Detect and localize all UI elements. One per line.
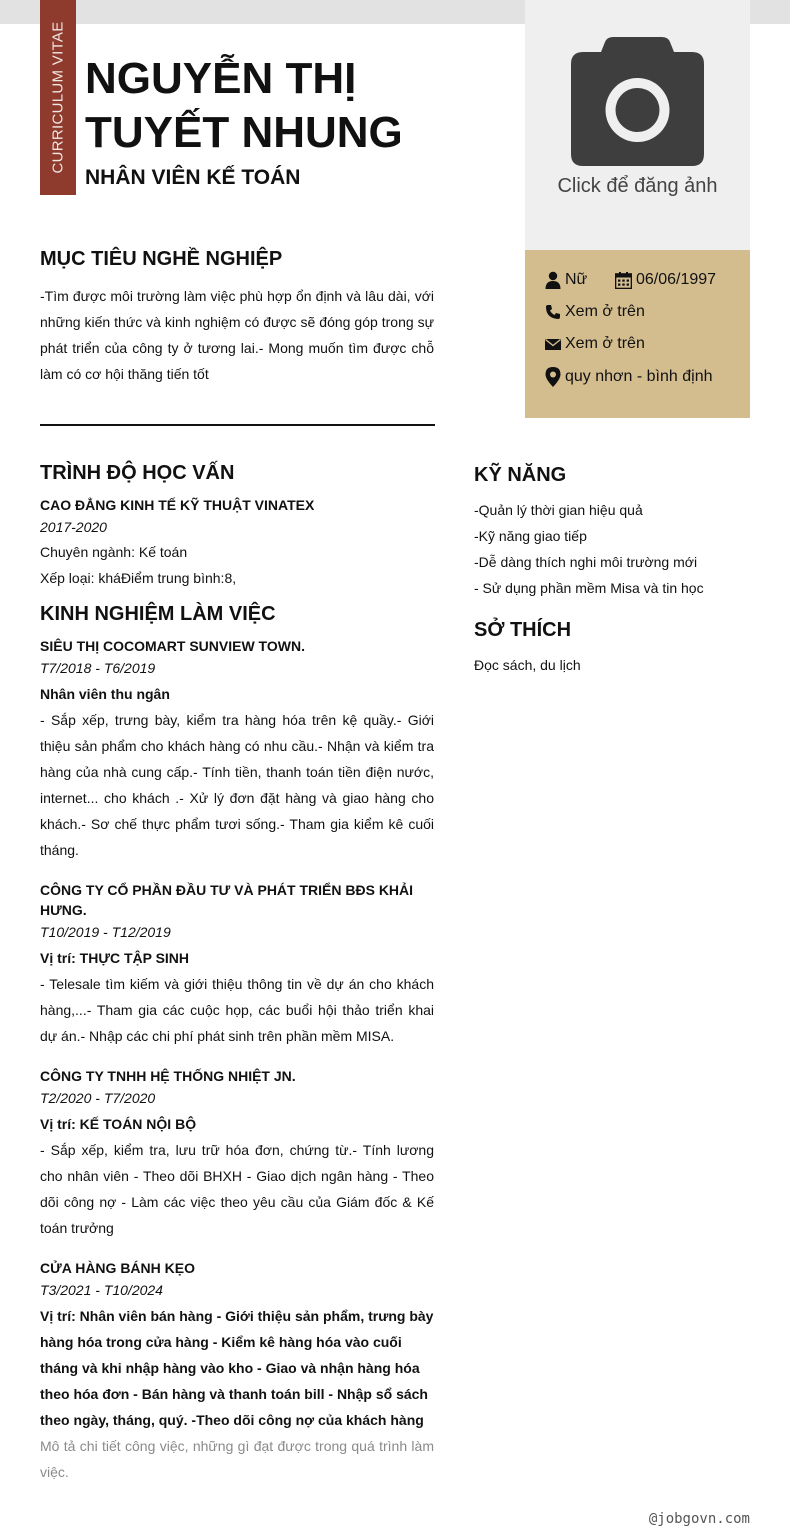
hobbies-section (474, 619, 750, 678)
address-value: quy nhơn - bình định (565, 368, 713, 385)
skill-item: - Sử dụng phần mềm Misa và tin học (474, 580, 704, 596)
email-row (545, 335, 645, 353)
education-school: CAO ĐẲNG KINH TẾ KỸ THUẬT VINATEX (40, 497, 315, 513)
watermark: @jobgovn.com (648, 1511, 750, 1527)
experience-company: CÔNG TY CỔ PHẦN ĐẦU TƯ VÀ PHÁT TRIỂN BĐS KHẢI HƯNG. (40, 882, 414, 918)
skills-section (474, 464, 750, 601)
email-value: Xem ở trên (565, 335, 645, 352)
phone-icon (545, 304, 561, 320)
experience-description: - Telesale tìm kiếm và giới thiệu thông tin về dự án cho khách hàng,...- Tham gia các cuộc họp, các buổi hội thảo triển khai dự án.- Nhập các chi phí phát sinh trên phần mềm MISA. (40, 976, 434, 1044)
experience-description: - Sắp xếp, kiểm tra, lưu trữ hóa đơn, chứng từ.- Tính lương cho nhân viên - Theo dõi BHXH - Giao dịch ngân hàng - Theo dõi công nợ - Làm các việc theo yêu cầu của Giám đốc & Kế toán trưởng (40, 1142, 434, 1236)
experience-period: T10/2019 - T12/2019 (40, 924, 171, 940)
experience-description-placeholder[interactable]: Mô tả chi tiết công việc, những gì đạt được trong quá trình làm việc. (40, 1438, 434, 1480)
experience-item (40, 880, 434, 1049)
skill-item: -Dễ dàng thích nghi môi trường mới (474, 554, 698, 570)
experience-position: Vị trí: KẾ TOÁN NỘI BỘ (40, 1116, 197, 1132)
right-column (474, 464, 750, 678)
experience-item (40, 1258, 434, 1485)
experience-section (40, 603, 434, 1485)
camera-icon (570, 36, 705, 166)
calendar-icon (615, 272, 632, 289)
location-icon (545, 367, 561, 387)
skill-item: -Quản lý thời gian hiệu quả (474, 502, 643, 518)
skills-title: KỸ NĂNG (474, 464, 567, 486)
objective-text: -Tìm được môi trường làm việc phù hợp ổn định và lâu dài, với những kiến thức và kinh nghiệm có được sẽ đóng góp trong sự phát triển của công ty ở tương lai.- Mong muốn tìm được chỗ làm có cơ hội thăng tiến tốt (40, 288, 434, 382)
upload-photo-label[interactable]: Click để đăng ảnh (557, 175, 718, 197)
skill-item: -Kỹ năng giao tiếp (474, 528, 587, 544)
mail-icon (545, 338, 561, 351)
birthdate-value: 06/06/1997 (636, 271, 717, 288)
person-icon (545, 271, 561, 289)
experience-company: CÔNG TY TNHH HỆ THỐNG NHIỆT JN. (40, 1068, 296, 1084)
phone-row (545, 303, 645, 321)
job-title: NHÂN VIÊN KẾ TOÁN (85, 166, 301, 189)
experience-period: T2/2020 - T7/2020 (40, 1090, 156, 1106)
education-section (40, 462, 434, 591)
photo-upload[interactable] (525, 0, 750, 250)
objective-title: MỤC TIÊU NGHỀ NGHIỆP (40, 248, 283, 270)
left-column (40, 462, 434, 1502)
experience-item (40, 1066, 434, 1241)
phone-value: Xem ở trên (565, 303, 645, 320)
cv-tag (40, 0, 76, 195)
experience-period: T3/2021 - T10/2024 (40, 1282, 163, 1298)
candidate-name (85, 52, 515, 160)
birthdate-row (615, 271, 716, 289)
gender-row (545, 271, 587, 289)
hobbies-text: Đọc sách, du lịch (474, 657, 581, 673)
name-line-1: NGUYỄN THỊ (85, 54, 357, 103)
experience-company: CỬA HÀNG BÁNH KẸO (40, 1260, 195, 1276)
experience-period: T7/2018 - T6/2019 (40, 660, 156, 676)
name-line-2: TUYẾT NHUNG (85, 108, 403, 157)
education-grade: Xếp loại: kháĐiểm trung bình:8, (40, 570, 237, 586)
experience-company: SIÊU THỊ COCOMART SUNVIEW TOWN. (40, 638, 305, 654)
education-title: TRÌNH ĐỘ HỌC VẤN (40, 462, 235, 484)
experience-title: KINH NGHIỆM LÀM VIỆC (40, 603, 276, 625)
hobbies-title: SỞ THÍCH (474, 619, 572, 641)
address-row (545, 367, 712, 387)
experience-position: Vị trí: THỰC TẬP SINH (40, 950, 190, 966)
experience-position: Nhân viên thu ngân (40, 686, 170, 702)
experience-item (40, 636, 434, 863)
cv-tag-label: CURRICULUM VITAE (49, 21, 67, 174)
section-divider (40, 424, 435, 426)
education-major: Chuyên ngành: Kế toán (40, 544, 188, 560)
gender-value: Nữ (565, 271, 588, 288)
education-period: 2017-2020 (40, 519, 107, 535)
experience-position: Vị trí: Nhân viên bán hàng - Giới thiệu sản phẩm, trưng bày hàng hóa trong cửa hàng - Kiểm kê hàng hóa vào cuối tháng và khi nhập hàng vào kho - Giao và nhận hàng hóa theo hóa đơn - Bán hàng và thanh toán bill - Nhập sổ sách theo ngày, tháng, quý. -Theo dõi công nợ của khách hàng (40, 1308, 434, 1428)
experience-description: - Sắp xếp, trưng bày, kiểm tra hàng hóa trên kệ quầy.- Giới thiệu sản phẩm cho khách hàng có nhu cầu.- Nhận và kiểm tra hàng của nhà cung cấp.- Tính tiền, thanh toán tiền điện nước, internet... cho khách .- Xử lý đơn đặt hàng và giao hàng cho khách.- Sơ chế thực phẩm tươi sống.- Tham gia kiểm kê cuối tháng. (40, 712, 434, 858)
personal-info-panel (525, 250, 750, 418)
